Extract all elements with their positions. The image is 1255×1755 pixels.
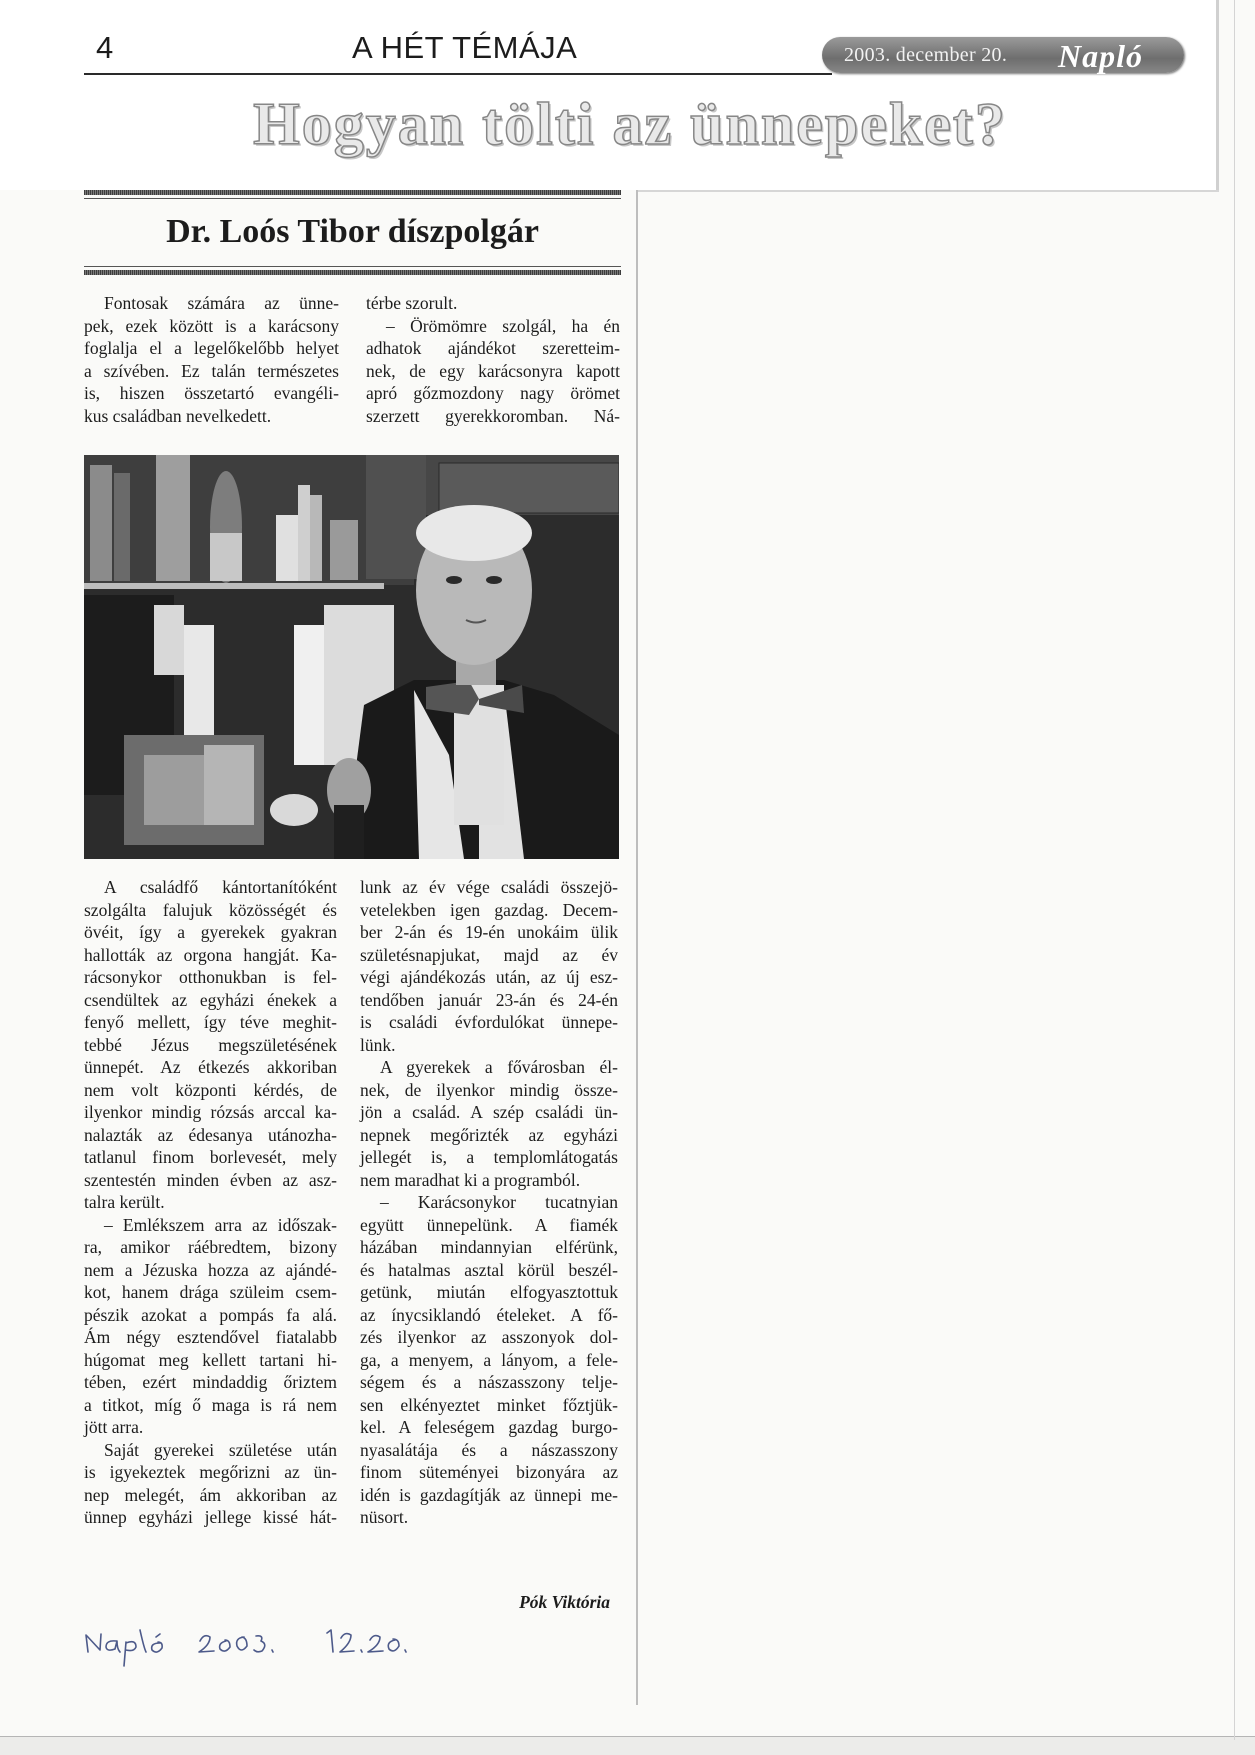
text-line: ga, a menyem, a lányom, a fele-: [360, 1349, 618, 1370]
text-line: Saját gyerekei születése után: [104, 1439, 337, 1460]
text-line: adhatok ajándékot szeretteim-: [366, 338, 620, 358]
text-line: ra, amikor ráébredtem, bizony: [84, 1237, 337, 1257]
text-line: húgomat meg kellett tartani hi-: [84, 1349, 337, 1370]
text-line: nalazták az édesanya utánozha-: [84, 1124, 337, 1145]
text-line: nem a Jézuska hozza az ajándé-: [84, 1259, 337, 1280]
text-line: kel. A feleségem gazdag burgo-: [360, 1417, 618, 1437]
text-line: ségem és a nászasszony telje-: [360, 1372, 618, 1392]
text-line: együtt ünnepelünk. A fiamék: [360, 1214, 618, 1235]
text-line: ilyenkor mindig rózsás arccal ka-: [84, 1102, 337, 1122]
text-line: vetelekben igen gazdag. Decem-: [360, 899, 618, 920]
text-line: kot, hanem drága szüleim csem-: [84, 1282, 337, 1302]
body-column-left: [84, 876, 337, 1529]
text-line: ber 2-án és 19-én unokáim ülik: [360, 922, 618, 942]
clipping-right-edge: [636, 190, 638, 1705]
subheadline-bottom-rule: [84, 270, 621, 275]
text-line: térbe szorult.: [366, 293, 458, 313]
text-line: lünk.: [360, 1034, 396, 1055]
text-line: nepnek megőrizték az egyházi: [360, 1124, 618, 1145]
text-line: – Karácsonykor tucatnyian: [380, 1192, 618, 1212]
text-line: zés ilyenkor az asszonyok dol-: [360, 1327, 618, 1347]
text-line: tebbé Jézus megszületésének: [84, 1034, 337, 1055]
date-badge: [822, 37, 1184, 73]
header-rule: [84, 73, 832, 75]
text-line: jön a család. A szép családi ün-: [360, 1102, 618, 1122]
text-line: ünnep egyházi jellege kissé hát-: [84, 1507, 337, 1527]
text-line: nyasalátája és a nászasszony: [360, 1439, 618, 1460]
text-line: idén is gazdagítják az ünnepi me-: [360, 1484, 618, 1505]
text-line: kus családban nevelkedett.: [84, 405, 272, 426]
text-line: végi ajándékozás után, az új esz-: [360, 967, 618, 987]
intro-column-right: [366, 292, 620, 427]
text-line: rácsonykor otthonukban is fel-: [84, 967, 337, 987]
text-line: lunk az év vége családi összejö-: [360, 877, 618, 897]
text-line: az ínycsiklandó ételeket. A fő-: [360, 1304, 618, 1325]
scan-edge-line: [1234, 0, 1235, 1740]
byline: Pók Viktória: [519, 1592, 610, 1612]
text-line: foglalja el a legelőkelőbb helyet: [84, 338, 339, 358]
text-line: sen elkényeztet minket főztjük-: [360, 1394, 618, 1415]
text-line: fenyő mellett, így téve meghit-: [84, 1012, 337, 1032]
text-line: ünnepét. Az étkezés akkoriban: [84, 1057, 337, 1077]
text-line: hallották az orgona hangját. Ka-: [84, 944, 337, 965]
portrait-photo: [84, 455, 619, 859]
headline: Hogyan tölti az ünnepeket?: [253, 91, 1007, 157]
text-line: születésnapjukat, majd az év: [360, 944, 618, 965]
newspaper-name: Napló: [1058, 38, 1143, 74]
text-line: nüsort.: [360, 1507, 409, 1527]
subheadline-top-rule: [84, 190, 621, 195]
text-line: szentestén minden évben az asz-: [84, 1169, 337, 1190]
text-line: tendőben január 23-án és 24-én: [360, 989, 618, 1010]
text-line: talra került.: [84, 1192, 165, 1212]
text-line: – Emlékszem arra az időszak-: [104, 1214, 337, 1235]
text-line: getünk, miután elfogyasztottuk: [360, 1282, 618, 1302]
text-line: A családfő kántortanítóként: [104, 877, 337, 897]
text-line: finom süteményei bizonyára az: [360, 1462, 618, 1482]
text-line: Ám négy esztendővel fiatalabb: [84, 1327, 337, 1347]
portrait-photo-drawing: [84, 455, 619, 859]
text-line: nem maradhat ki a programból.: [360, 1169, 581, 1190]
text-line: szerzett gyerekkoromban. Ná-: [366, 405, 620, 426]
text-line: is, hiszen összetartó evangéli-: [84, 383, 339, 403]
page-number: 4: [96, 30, 114, 65]
intro-column-left: [84, 292, 339, 427]
text-line: házában mindannyian elférünk,: [360, 1237, 618, 1257]
scan-bottom-edge: [0, 1736, 1255, 1755]
text-line: jött arra.: [84, 1417, 144, 1437]
subheadline: Dr. Loós Tibor díszpolgár: [166, 213, 539, 250]
section-title: A HÉT TÉMÁJA: [352, 30, 578, 65]
text-line: pek, ezek között is a karácsony: [84, 315, 339, 336]
text-line: tében, ezért mindaddig őriztem: [84, 1372, 337, 1392]
text-line: – Örömömre szolgál, ha én: [386, 315, 620, 336]
text-line: nem volt központi kérdés, de: [84, 1079, 337, 1100]
text-line: is igyekeztek megőrizni az ün-: [84, 1462, 337, 1482]
text-line: a szívében. Ez talán természetes: [84, 360, 339, 381]
text-line: nep melegét, ám akkoriban az: [84, 1484, 337, 1505]
subheadline-top-thin-rule: [84, 198, 621, 199]
text-line: nek, de egy karácsonyra kapott: [366, 360, 620, 381]
text-line: Fontosak számára az ünne-: [104, 293, 339, 313]
text-line: is családi évfordulókat ünnepe-: [360, 1012, 618, 1032]
text-line: és hatalmas asztal körül beszél-: [360, 1259, 618, 1280]
clipping-bottom-shadow: [638, 190, 1219, 192]
text-line: A gyerekek a fővárosban él-: [380, 1057, 618, 1077]
issue-date: 2003. december 20.: [844, 44, 1008, 66]
text-line: tatlanul finom borlevesét, mely: [84, 1147, 337, 1167]
text-line: csendültek az egyházi énekek a: [84, 989, 337, 1010]
text-line: nek, de ilyenkor mindig össze-: [360, 1079, 618, 1100]
text-line: pészik azokat a pompás fa alá.: [84, 1304, 337, 1325]
body-column-right: [360, 876, 618, 1529]
text-line: szolgálta falujuk közösségét és: [84, 899, 337, 920]
subheadline-bottom-thin-rule: [84, 266, 621, 267]
text-line: apró gőzmozdony nagy örömet: [366, 383, 620, 403]
text-line: övéit, így a gyerekek gyakran: [84, 922, 337, 942]
text-line: a titkot, míg ő maga is rá nem: [84, 1394, 337, 1415]
text-line: jellegét is, a templomlátogatás: [360, 1147, 618, 1167]
